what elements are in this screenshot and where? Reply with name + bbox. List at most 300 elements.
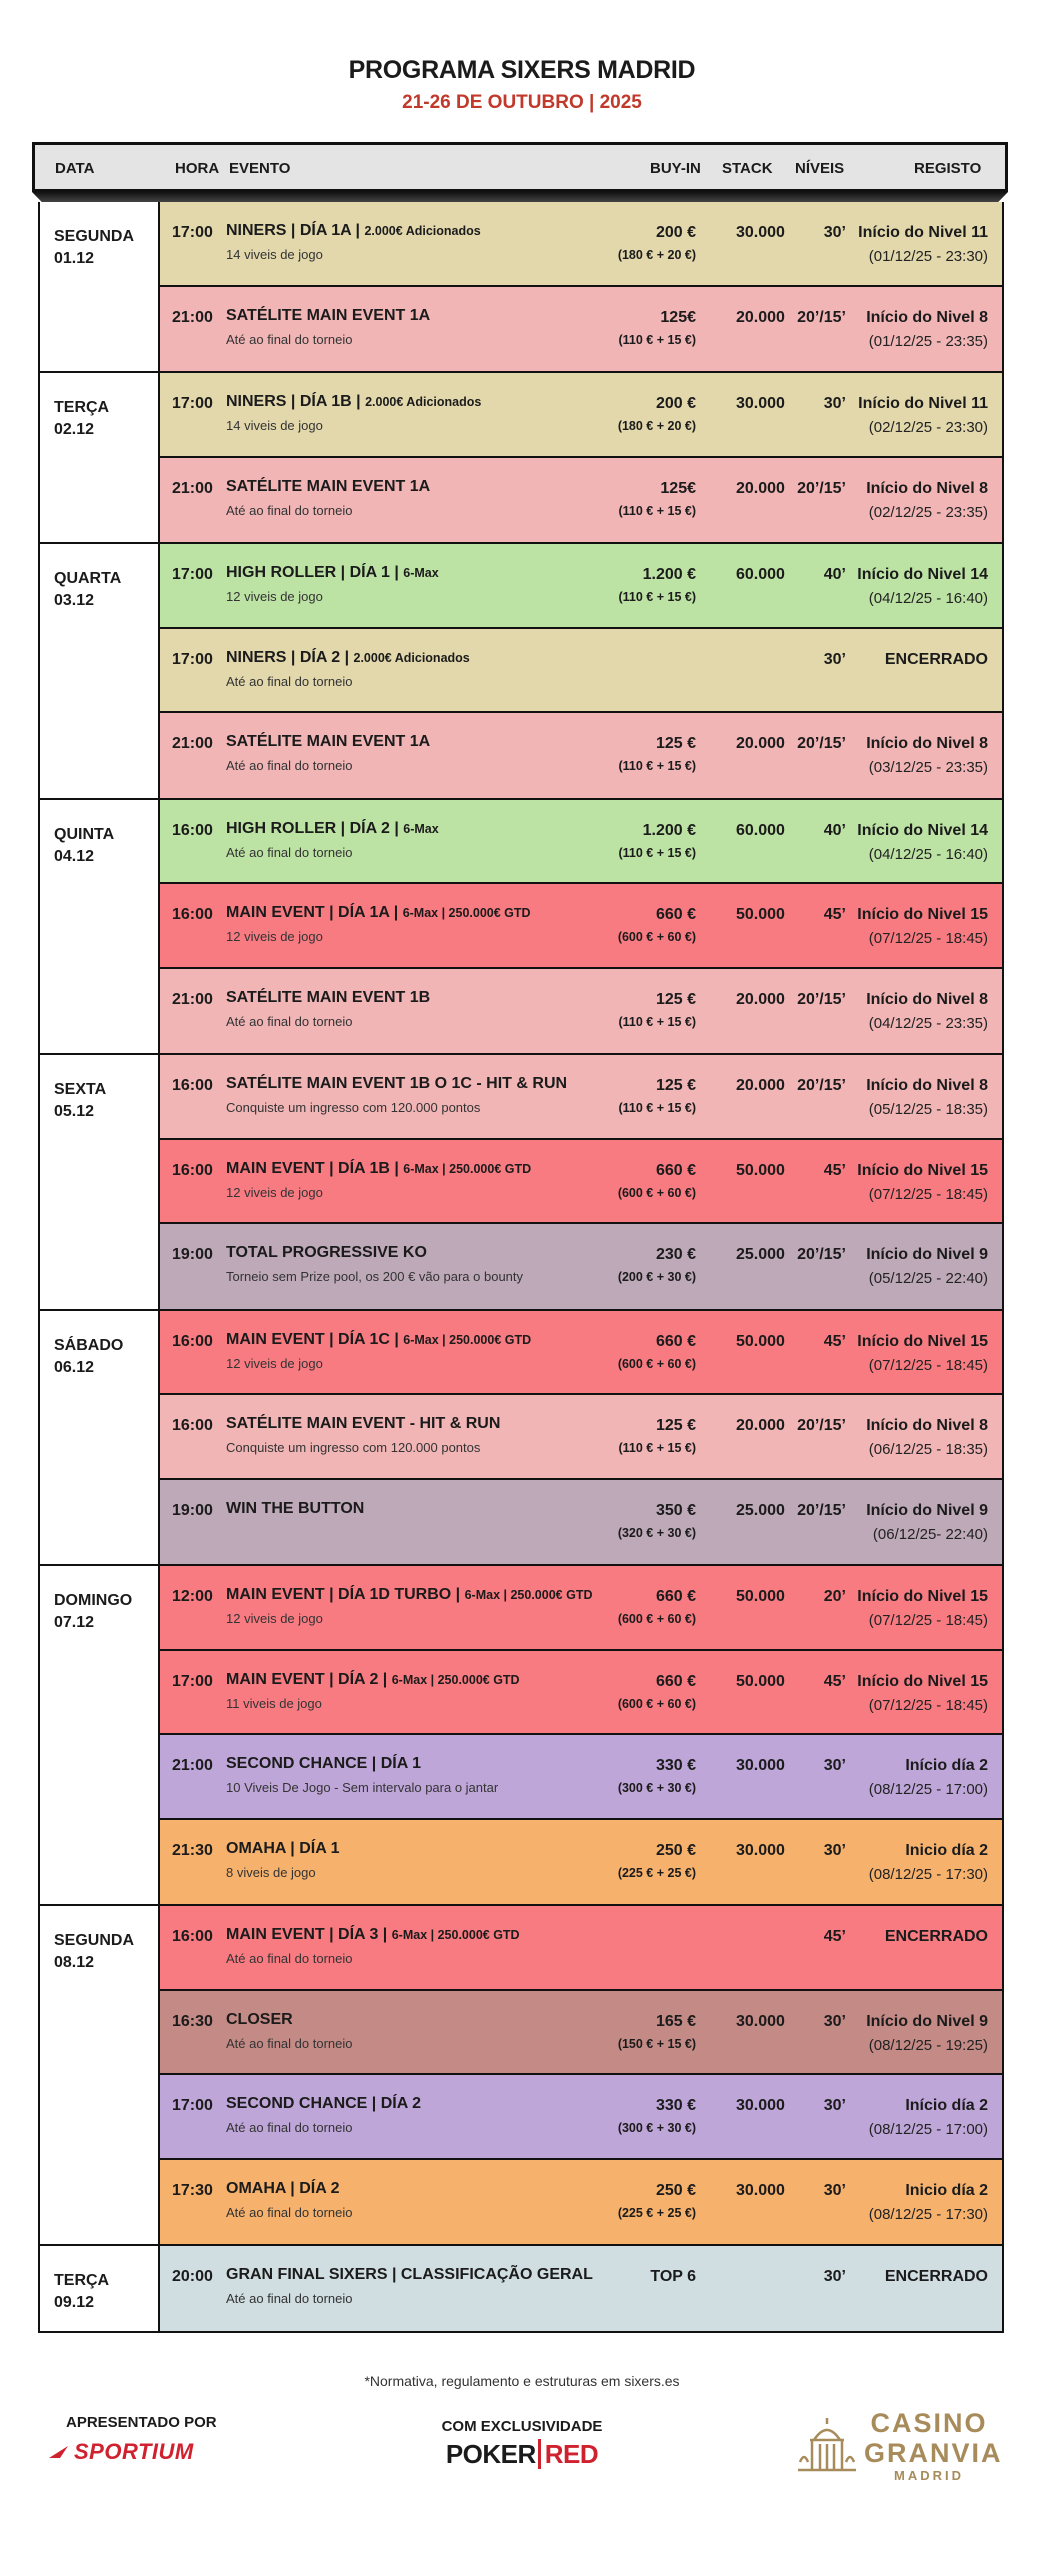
event-registration-close: (04/12/25 - 23:35): [868, 1014, 988, 1032]
event-registration: Início do Nivel 15: [857, 1672, 988, 1690]
event-registration: Início do Nivel 8: [866, 308, 988, 326]
event-name: GRAN FINAL SIXERS | CLASSIFICAÇÃO GERAL: [226, 2266, 593, 2283]
event-time: 21:30: [172, 1841, 213, 1859]
event-title: [226, 222, 481, 240]
event-row: [160, 1820, 1002, 1905]
day-label: [54, 824, 164, 868]
day-date: 01.12: [54, 250, 95, 267]
event-subtitle: Até ao final do torneio: [226, 1951, 353, 1966]
madrid-word: MADRID: [894, 2468, 964, 2483]
event-levels: 20’/15’: [797, 308, 846, 326]
event-title: [226, 989, 430, 1007]
day-group: [38, 1055, 1004, 1311]
event-registration-close: (03/12/25 - 23:35): [868, 759, 988, 776]
day-label: [54, 1590, 164, 1634]
event-levels: 20’/15’: [797, 1246, 846, 1263]
event-title: [226, 307, 430, 325]
event-subtitle: Até ao final do torneio: [226, 2120, 353, 2135]
event-name: MAIN EVENT | DÍA 2 |: [226, 1670, 388, 1688]
event-time: 17:00: [172, 224, 213, 241]
event-buyin-breakdown: (300 € + 30 €): [617, 2121, 696, 2135]
event-name: CLOSER: [226, 2010, 293, 2028]
event-name: SATÉLITE MAIN EVENT 1A: [226, 477, 431, 495]
exclusive-label: COM EXCLUSIVIDADE: [441, 2418, 603, 2435]
event-registration: Início do Nivel 15: [857, 1588, 988, 1605]
event-row: [160, 1480, 1002, 1565]
event-registration: Início día 2: [905, 1757, 988, 1774]
day-label: [54, 1335, 164, 1379]
event-name: NINERS | DÍA 1A |: [226, 222, 361, 239]
event-name: SECOND CHANCE | DÍA 1: [226, 1755, 422, 1772]
event-title: [226, 2180, 340, 2198]
event-row: [160, 1395, 1002, 1480]
pokerred-logo-b: RED: [538, 2439, 598, 2469]
event-registration-close: (07/12/25 - 18:45): [868, 1356, 988, 1374]
event-buyin-breakdown: (225 € + 25 €): [617, 1865, 696, 1880]
event-title: [226, 1500, 364, 1518]
event-name: TOTAL PROGRESSIVE KO: [226, 1244, 427, 1261]
event-subtitle: 12 viveis de jogo: [226, 1184, 323, 1200]
event-stack: 50.000: [736, 906, 785, 923]
header-shadow: [32, 192, 1008, 202]
pokerred-logo-a: POKER: [445, 2439, 536, 2469]
event-registration: Inicio día 2: [905, 2181, 988, 2199]
event-stack: 25.000: [736, 1246, 785, 1263]
event-buyin: 230 €: [655, 1246, 696, 1263]
event-registration-close: (07/12/25 - 18:45): [868, 1185, 988, 1203]
event-buyin: 660 €: [655, 1161, 696, 1179]
event-buyin: 660 €: [655, 906, 696, 923]
event-registration-close: (08/12/25 - 17:00): [868, 1781, 988, 1798]
event-registration-close: (02/12/25 - 23:30): [868, 419, 988, 436]
event-time: 21:00: [172, 308, 213, 326]
event-registration-close: (08/12/25 - 19:25): [868, 2036, 988, 2054]
event-row: [160, 1055, 1002, 1140]
event-time: 17:30: [172, 2181, 213, 2199]
day-group: [38, 373, 1004, 544]
event-title: [226, 1160, 531, 1178]
page-subtitle: 21-26 DE OUTUBRO | 2025: [402, 92, 642, 113]
day-name: SEGUNDA: [54, 228, 135, 245]
event-subtitle: Até ao final do torneio: [226, 2291, 353, 2306]
event-registration: ENCERRADO: [884, 650, 988, 668]
event-time: 16:00: [172, 1332, 213, 1350]
event-registration-close: (01/12/25 - 23:35): [868, 332, 988, 350]
header-registo: REGISTO: [914, 160, 982, 177]
event-registration: Início do Nivel 9: [866, 1246, 988, 1263]
event-row: [160, 202, 1002, 287]
day-label: [54, 1930, 164, 1974]
event-tag: 6-Max | 250.000€ GTD: [391, 1928, 520, 1942]
day-label: [54, 1079, 164, 1123]
event-buyin: 125 €: [655, 1417, 696, 1434]
day-name: QUARTA: [54, 570, 122, 587]
event-registration: Início do Nivel 8: [866, 735, 988, 752]
event-buyin: TOP 6: [650, 2268, 696, 2285]
event-subtitle: Conquiste um ingresso com 120.000 pontos: [226, 1440, 481, 1455]
event-name: SATÉLITE MAIN EVENT 1B: [226, 988, 431, 1006]
event-subtitle: Até ao final do torneio: [226, 844, 353, 860]
event-levels: 20’/15’: [797, 1077, 846, 1094]
event-stack: 50.000: [736, 1332, 785, 1350]
event-stack: 30.000: [736, 2097, 785, 2114]
event-time: 16:00: [172, 1417, 213, 1434]
event-buyin-breakdown: (600 € + 60 €): [617, 1356, 696, 1371]
event-subtitle: Até ao final do torneio: [226, 2204, 353, 2220]
day-name: QUINTA: [54, 825, 115, 843]
event-registration-close: (04/12/25 - 16:40): [868, 590, 988, 607]
event-title: [226, 1415, 500, 1433]
day-group: [38, 1906, 1004, 2246]
event-time: 17:00: [172, 2097, 213, 2114]
event-registration: Início do Nivel 8: [866, 990, 988, 1008]
event-buyin: 125 €: [655, 1077, 696, 1094]
day-name: SÁBADO: [54, 1336, 124, 1354]
event-buyin-breakdown: (110 € + 15 €): [618, 590, 696, 604]
event-subtitle: 14 viveis de jogo: [226, 418, 323, 433]
event-time: 16:00: [172, 1077, 213, 1094]
event-stack: 30.000: [736, 2012, 785, 2030]
event-title: [226, 649, 470, 667]
event-buyin-breakdown: (300 € + 30 €): [617, 1781, 696, 1795]
event-subtitle: Torneio sem Prize pool, os 200 € vão para o bounty: [226, 1269, 524, 1284]
event-levels: 20’/15’: [797, 735, 846, 752]
event-levels: 30’: [823, 2268, 846, 2285]
event-levels: 20’/15’: [797, 1501, 846, 1519]
event-name: OMAHA | DÍA 1: [226, 1839, 340, 1857]
day-group: [38, 202, 1004, 373]
event-levels: 20’/15’: [797, 1417, 846, 1434]
day-group: [38, 1311, 1004, 1567]
event-title: [226, 1586, 592, 1604]
event-stack: 20.000: [736, 1417, 785, 1434]
event-buyin: 250 €: [655, 2181, 696, 2199]
event-subtitle: 8 viveis de jogo: [226, 1864, 316, 1880]
event-buyin-breakdown: (110 € + 15 €): [618, 759, 696, 773]
event-registration: Início do Nivel 14: [857, 566, 988, 583]
event-title: [226, 1755, 421, 1773]
event-buyin: 165 €: [655, 2012, 696, 2030]
header-buyin: BUY-IN: [650, 160, 701, 177]
event-subtitle: 12 viveis de jogo: [226, 1355, 323, 1371]
event-stack: 20.000: [736, 735, 785, 752]
event-stack: 20.000: [736, 308, 785, 326]
event-time: 17:00: [172, 395, 213, 412]
day-date: 03.12: [54, 592, 95, 609]
event-buyin-breakdown: (110 € + 15 €): [618, 1101, 696, 1115]
day-date: 07.12: [54, 1614, 95, 1631]
presenter-label: APRESENTADO POR: [66, 2414, 217, 2431]
event-row: [160, 458, 1002, 543]
event-buyin-breakdown: (110 € + 15 €): [618, 1441, 696, 1455]
page-title: PROGRAMA SIXERS MADRID: [348, 56, 696, 84]
building-icon: [792, 2414, 862, 2484]
event-title: [226, 1331, 531, 1349]
event-stack: 25.000: [736, 1501, 785, 1519]
event-time: 21:00: [172, 990, 213, 1008]
event-buyin: 660 €: [655, 1588, 696, 1605]
event-time: 17:00: [172, 566, 213, 583]
event-registration-close: (05/12/25 - 22:40): [868, 1270, 988, 1287]
event-time: 21:00: [172, 479, 213, 497]
day-name: SEGUNDA: [54, 1932, 135, 1949]
day-date: 02.12: [54, 421, 95, 438]
event-buyin-breakdown: (180 € + 20 €): [617, 248, 696, 262]
event-registration-close: (07/12/25 - 18:45): [868, 1612, 988, 1629]
event-title: [226, 904, 531, 922]
schedule-table: [38, 202, 1004, 2333]
event-registration: Início día 2: [905, 2097, 988, 2114]
day-label: [54, 2270, 164, 2314]
event-levels: 40’: [823, 566, 846, 583]
event-registration: Início do Nivel 8: [866, 1077, 988, 1094]
event-registration-close: (05/12/25 - 18:35): [868, 1101, 988, 1118]
event-title: [226, 478, 430, 496]
event-buyin: 125€: [660, 308, 696, 326]
header-niveis: NÍVEIS: [795, 160, 845, 177]
day-date: 06.12: [54, 1358, 95, 1376]
event-levels: 30’: [823, 650, 846, 668]
event-name: SATÉLITE MAIN EVENT - HIT & RUN: [226, 1415, 501, 1432]
event-name: MAIN EVENT | DÍA 1D TURBO |: [226, 1586, 461, 1603]
event-subtitle: Até ao final do torneio: [226, 502, 353, 518]
event-title: [226, 393, 481, 411]
event-title: [226, 1244, 427, 1262]
event-name: MAIN EVENT | DÍA 3 |: [226, 1926, 388, 1943]
day-date: 04.12: [54, 847, 95, 865]
event-registration-close: (06/12/25- 22:40): [872, 1525, 988, 1543]
event-buyin: 125 €: [655, 990, 696, 1008]
day-name: SEXTA: [54, 1081, 107, 1098]
event-subtitle: 11 viveis de jogo: [226, 1695, 322, 1711]
event-registration-close: (07/12/25 - 18:45): [868, 930, 988, 947]
footnote: *Normativa, regulamento e estruturas em sixers.es: [364, 2373, 680, 2389]
event-registration-close: (02/12/25 - 23:35): [868, 503, 988, 521]
event-title: [226, 733, 430, 751]
event-tag: 6-Max | 250.000€ GTD: [403, 1161, 532, 1176]
event-registration: Início do Nivel 8: [866, 1417, 988, 1434]
event-registration: ENCERRADO: [884, 1928, 988, 1945]
day-group: [38, 544, 1004, 800]
event-stack: 50.000: [736, 1672, 785, 1690]
event-tag: 6-Max | 250.000€ GTD: [402, 906, 531, 920]
event-buyin: 660 €: [655, 1672, 696, 1690]
day-date: 08.12: [54, 1954, 95, 1971]
event-name: NINERS | DÍA 1B |: [226, 393, 361, 410]
event-buyin: 200 €: [655, 224, 696, 241]
event-row: [160, 1651, 1002, 1736]
event-levels: 20’/15’: [797, 990, 846, 1008]
event-buyin: 330 €: [655, 2097, 696, 2114]
event-row: [160, 1906, 1002, 1991]
event-levels: 45’: [823, 1332, 846, 1350]
day-name: TERÇA: [54, 399, 110, 416]
header-evento: EVENTO: [229, 160, 291, 177]
event-stack: 30.000: [736, 1841, 785, 1859]
event-time: 16:00: [172, 1928, 213, 1945]
event-tag: 6-Max | 250.000€ GTD: [391, 1672, 520, 1687]
event-name: NINERS | DÍA 2 |: [226, 648, 350, 666]
event-time: 19:00: [172, 1246, 213, 1263]
event-stack: 30.000: [736, 2181, 785, 2199]
event-registration: Início do Nivel 9: [866, 2012, 988, 2030]
event-stack: 30.000: [736, 395, 785, 412]
event-buyin-breakdown: (320 € + 30 €): [617, 1525, 696, 1540]
table-header: [32, 142, 1008, 192]
event-tag: 6-Max: [403, 566, 439, 580]
event-registration-close: (08/12/25 - 17:00): [868, 2121, 988, 2138]
day-date: 09.12: [54, 2294, 95, 2311]
header-stack: STACK: [722, 160, 773, 177]
event-levels: 30’: [823, 395, 846, 412]
event-registration-close: (07/12/25 - 18:45): [868, 1696, 988, 1714]
event-title: [226, 2011, 293, 2029]
event-row: [160, 2246, 1002, 2331]
event-tag: 6-Max: [403, 821, 439, 836]
event-levels: 45’: [823, 1161, 846, 1179]
event-title: [226, 2266, 593, 2284]
event-subtitle: Até ao final do torneio: [226, 331, 353, 347]
event-buyin-breakdown: (200 € + 30 €): [617, 1270, 696, 1284]
event-buyin: 125 €: [655, 735, 696, 752]
event-time: 16:00: [172, 821, 213, 839]
event-row: [160, 373, 1002, 458]
event-time: 16:30: [172, 2012, 213, 2030]
event-title: [226, 1840, 340, 1858]
event-title: [226, 564, 439, 582]
event-title: [226, 1926, 520, 1944]
event-row: [160, 713, 1002, 798]
event-stack: 60.000: [736, 821, 785, 839]
day-label: [54, 226, 164, 270]
header-data: DATA: [55, 160, 95, 177]
event-row: [160, 544, 1002, 629]
event-levels: 20’: [823, 1588, 846, 1605]
event-levels: 30’: [823, 2012, 846, 2030]
event-buyin-breakdown: (150 € + 15 €): [617, 2036, 696, 2051]
day-name: DOMINGO: [54, 1592, 133, 1609]
event-time: 21:00: [172, 1757, 213, 1774]
event-buyin: 125€: [660, 479, 696, 497]
event-stack: 20.000: [736, 479, 785, 497]
event-buyin: 660 €: [655, 1332, 696, 1350]
event-levels: 30’: [823, 224, 846, 241]
event-buyin: 250 €: [655, 1841, 696, 1859]
day-date: 05.12: [54, 1103, 95, 1120]
event-row: [160, 1735, 1002, 1820]
event-buyin: 200 €: [655, 395, 696, 412]
event-registration: Início do Nivel 11: [858, 224, 988, 241]
event-buyin-breakdown: (600 € + 60 €): [617, 930, 696, 944]
day-name: TERÇA: [54, 2272, 110, 2289]
event-levels: 30’: [823, 2181, 846, 2199]
event-row: [160, 1991, 1002, 2076]
event-name: MAIN EVENT | DÍA 1C |: [226, 1330, 399, 1348]
event-buyin: 350 €: [655, 1501, 696, 1519]
event-name: SECOND CHANCE | DÍA 2: [226, 2095, 422, 2112]
day-group: [38, 2246, 1004, 2333]
event-title: [226, 820, 439, 838]
event-name: SATÉLITE MAIN EVENT 1B O 1C - HIT & RUN: [226, 1075, 568, 1092]
event-name: MAIN EVENT | DÍA 1A |: [226, 904, 399, 921]
event-tag: 2.000€ Adicionados: [353, 650, 470, 665]
event-buyin-breakdown: (225 € + 25 €): [617, 2205, 696, 2220]
event-registration: Início do Nivel 14: [857, 821, 988, 839]
event-buyin-breakdown: (180 € + 20 €): [617, 419, 696, 433]
event-time: 16:00: [172, 906, 213, 923]
event-levels: 40’: [823, 821, 846, 839]
header-hora: HORA: [175, 160, 220, 177]
event-registration: Inicio día 2: [905, 1841, 988, 1859]
day-group: [38, 1566, 1004, 1906]
event-time: 21:00: [172, 735, 213, 752]
event-levels: 45’: [823, 1928, 846, 1945]
event-stack: 20.000: [736, 990, 785, 1008]
event-registration: Início do Nivel 15: [857, 1332, 988, 1350]
event-stack: 50.000: [736, 1161, 785, 1179]
event-row: [160, 884, 1002, 969]
event-row: [160, 969, 1002, 1054]
event-buyin: 1.200 €: [642, 566, 696, 583]
event-time: 17:00: [172, 650, 213, 668]
event-row: [160, 1566, 1002, 1651]
event-subtitle: 12 viveis de jogo: [226, 1611, 323, 1626]
event-registration: Início do Nivel 8: [866, 479, 988, 497]
event-row: [160, 287, 1002, 372]
event-time: 16:00: [172, 1161, 213, 1179]
event-subtitle: Conquiste um ingresso com 120.000 pontos: [226, 1100, 481, 1115]
event-registration-close: (04/12/25 - 16:40): [868, 845, 988, 863]
event-buyin-breakdown: (110 € + 15 €): [618, 503, 696, 518]
event-registration: Início do Nivel 11: [858, 395, 988, 412]
event-name: HIGH ROLLER | DÍA 2 |: [226, 819, 399, 837]
event-registration: Início do Nivel 15: [857, 1161, 988, 1179]
event-name: HIGH ROLLER | DÍA 1 |: [226, 564, 399, 581]
event-stack: 50.000: [736, 1588, 785, 1605]
event-tag: 2.000€ Adicionados: [364, 224, 481, 238]
event-tag: 6-Max | 250.000€ GTD: [464, 1588, 593, 1602]
event-buyin-breakdown: (600 € + 60 €): [617, 1612, 696, 1626]
event-name: SATÉLITE MAIN EVENT 1A: [226, 733, 431, 750]
event-stack: 30.000: [736, 1757, 785, 1774]
casino-word: CASINO: [870, 2408, 988, 2438]
day-label: [54, 568, 164, 612]
event-levels: 20’/15’: [797, 479, 846, 497]
event-row: [160, 1140, 1002, 1225]
event-title: [226, 1075, 567, 1093]
event-name: MAIN EVENT | DÍA 1B |: [226, 1159, 399, 1177]
event-registration-close: (08/12/25 - 17:30): [868, 1865, 988, 1883]
event-row: [160, 629, 1002, 714]
event-row: [160, 2160, 1002, 2245]
event-buyin: 330 €: [655, 1757, 696, 1774]
event-subtitle: 12 viveis de jogo: [226, 589, 323, 604]
event-row: [160, 1224, 1002, 1309]
event-registration-close: (01/12/25 - 23:30): [868, 248, 988, 265]
event-row: [160, 1311, 1002, 1396]
day-group: [38, 800, 1004, 1056]
event-name: WIN THE BUTTON: [226, 1499, 365, 1517]
event-buyin-breakdown: (110 € + 15 €): [618, 845, 696, 860]
sportium-logo-text: SPORTIUM: [74, 2439, 194, 2464]
casino-granvia-logo: [792, 2408, 1002, 2488]
event-levels: 30’: [823, 1841, 846, 1859]
event-subtitle: Até ao final do torneio: [226, 673, 353, 689]
event-levels: 30’: [823, 1757, 846, 1774]
event-buyin: 1.200 €: [642, 821, 696, 839]
event-buyin-breakdown: (600 € + 60 €): [617, 1696, 696, 1711]
event-name: SATÉLITE MAIN EVENT 1A: [226, 306, 431, 324]
